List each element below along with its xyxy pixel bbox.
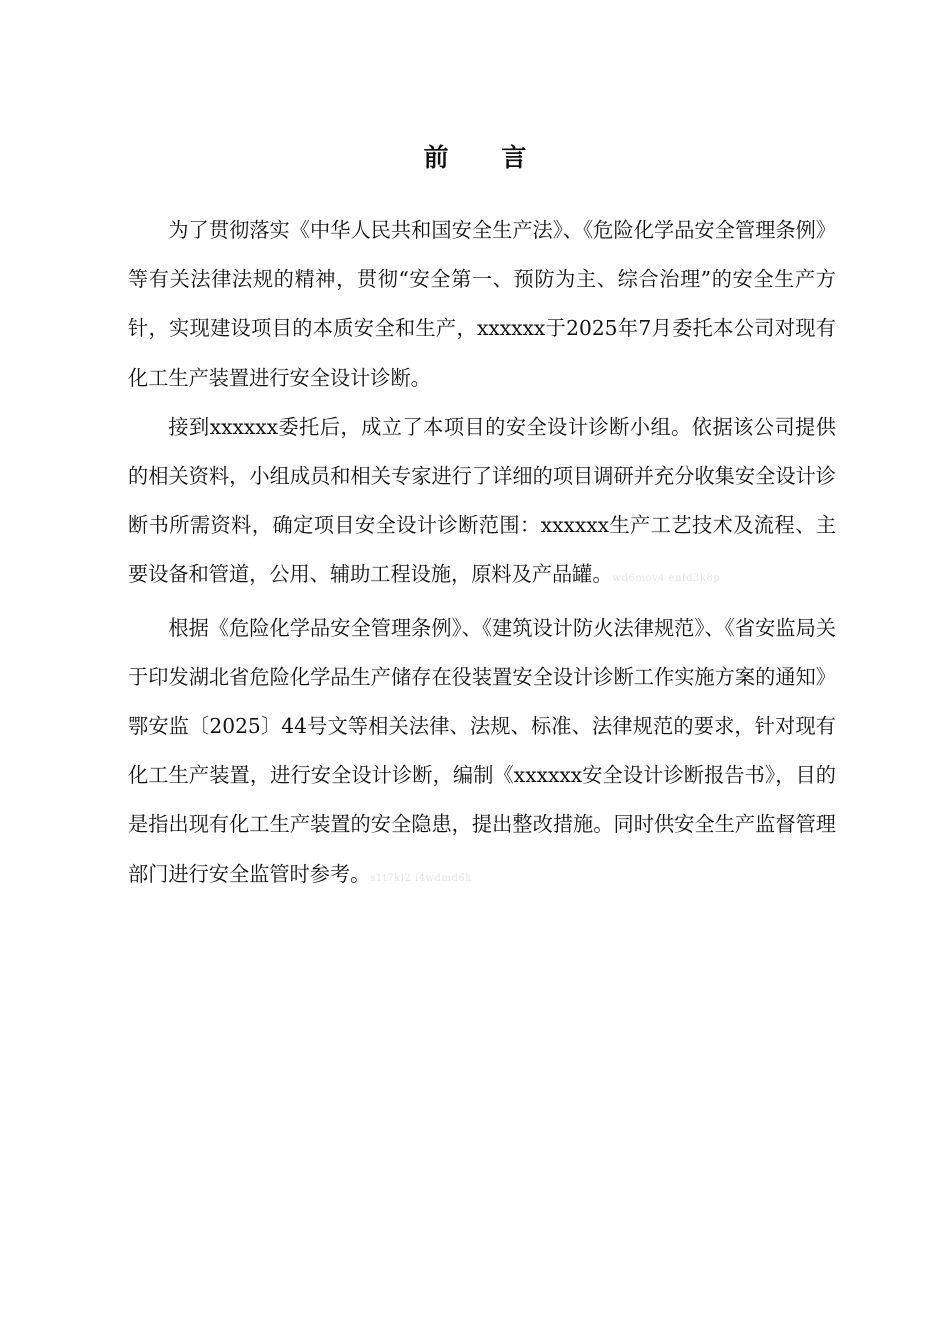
paragraph-1 xyxy=(128,206,836,403)
paragraph-1-text: 为了贯彻落实《中华人民共和国安全生产法》、《危险化学品安全管理条例》等有关法律法规的精神，贯彻“安全第一、预防为主、综合治理”的安全生产方针，实现建设项目的本质安全和生产，xxxxxx于2025年7月委托本公司对现有化工生产装置进行安全设计诊断。 xyxy=(128,218,836,390)
faint-mark-3: s1t7kl2 i4wdmd6k xyxy=(370,872,472,884)
page-title: 前 言 xyxy=(423,143,549,172)
paragraph-2-text: 接到xxxxxx委托后，成立了本项目的安全设计诊断小组。依据该公司提供的相关资料，小组成员和相关专家进行了详细的项目调研并充分收集安全设计诊断书所需资料，确定项目安全设计诊断范围：xxxxxx生产工艺技术及流程、主要设备和管道，公用、辅助工程设施，原料及产品罐。 xyxy=(128,414,836,587)
paragraph-3-text: 根据《危险化学品安全管理条例》、《建筑设计防火法律规范》、《省安监局关于印发湖北省危险化学品生产储存在役装置安全设计诊断工作实施方案的通知》鄂安监〔2025〕44号文等相关法律、法规、标准、法律规范的要求，针对现有化工生产装置，进行安全设计诊断，编制《xxxxxx安全设计诊断报告书》，目的是指出现有化工生产装置的安全隐患，提出整改措施。同时供安全生产监督管理部门进行安全监管时参考。 xyxy=(128,615,836,886)
paragraph-3 xyxy=(128,604,836,903)
document-body xyxy=(128,206,836,903)
faint-mark-2: wd6mov4 enfd3k8p xyxy=(612,573,721,585)
paragraph-2 xyxy=(128,403,836,604)
